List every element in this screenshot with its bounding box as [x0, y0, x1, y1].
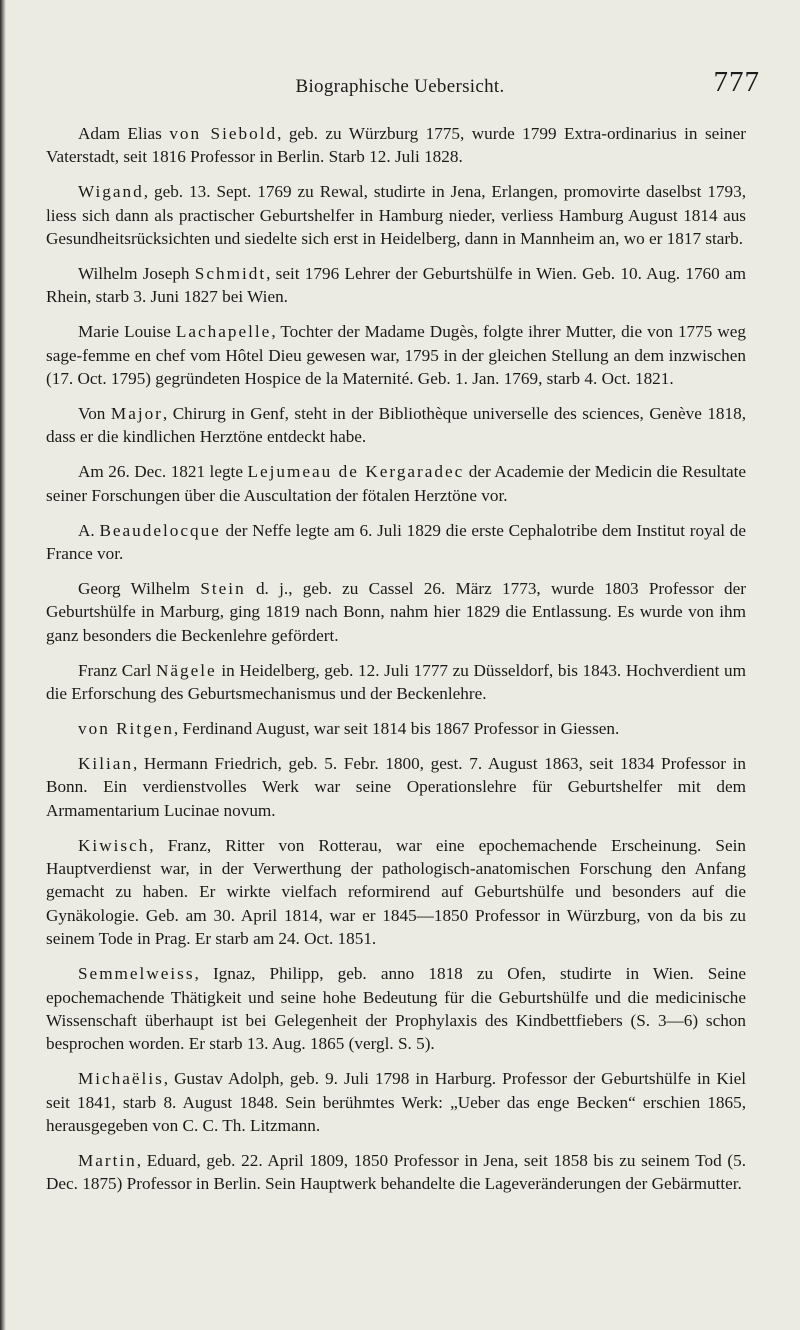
entry-text: d. j., geb. zu Cassel 26. März 1773, wurde 1803 Professor der Geburtshülfe in Marburg, ging 1819 nach Bonn, nahm hier 1829 die Entlassung. Es wurde von ihm ganz besonders die Beckenlehre gefördert. [46, 579, 746, 645]
entry-kilian [46, 752, 746, 822]
entry-wigand [46, 180, 746, 250]
entry-name: Franz Carl [78, 660, 152, 680]
entry-name: Von [78, 404, 106, 424]
entry-name: A. [78, 520, 95, 540]
running-title: Biographische Uebersicht. [295, 76, 505, 97]
entry-text: , Chirurg in Genf, steht in der Bibliothèque universelle des sciences, Genève 1818, dass er die kindlichen Herztöne entdeckt habe. [46, 404, 747, 447]
entry-michaelis [46, 1067, 746, 1137]
entry-surname: Semmelweiss [78, 964, 195, 984]
entry-text: , Gustav Adolph, geb. 9. Juli 1798 in Harburg. Professor der Geburtshülfe in Kiel seit 1841, starb 8. August 1848. Sein berühmtes Werk: „Ueber das enge Becken“ erschien 1865, herausgegeben von C. C. Th. Litzmann. [46, 1069, 746, 1136]
entry-surname: von Ritgen [78, 719, 174, 739]
entry-text: , Franz, Ritter von Rotterau, war eine epochemachende Erscheinung. Sein Hauptverdienst war, in der Verwerthung der pathologisch-anatomischen Forschung den Anfang gemacht zu haben. Er wirkte vielfach reformirend auf Geburtshülfe und besonders auf die Gynäkologie. Geb. am 30. April 1814, war er 1845—1850 Professor in Würzburg, von da bis zu seinem Tode in Prag. Er starb am 24. Oct. 1851. [46, 835, 746, 949]
entry-ritgen [46, 717, 746, 740]
entry-surname: Stein [200, 579, 246, 598]
entry-stein [46, 577, 746, 647]
entry-text: , Ignaz, Philipp, geb. anno 1818 zu Ofen, studirte in Wien. Seine epochemachende Thätigkeit und seine hohe Bedeutung für die Geburtshülfe und die medicinische Wissenschaft überhaupt ist bei Gelegenheit der Prophylaxis des Kindbettfiebers (S. 3—6) schon besprochen worden. Er starb 13. Aug. 1865 (vergl. S. 5). [46, 964, 746, 1054]
entry-text: , Tochter der Madame Dugès, folgte ihrer Mutter, die von 1775 weg sage-femme en chef vom Hôtel Dieu gewesen war, 1795 in der gleichen Stellung an dem inzwischen (17. Oct. 1795) gegründeten Hospice de la Maternité. Geb. 1. Jan. 1769, starb 4. Oct. 1821. [46, 322, 747, 389]
entry-surname: Kilian [78, 753, 133, 773]
entry-lachapelle [46, 320, 746, 390]
entry-surname: Lachapelle [175, 322, 272, 342]
entry-semmelweiss [46, 962, 746, 1056]
entry-surname: von Siebold [169, 124, 278, 143]
page-header [40, 66, 760, 106]
page-number: 777 [713, 66, 760, 98]
entry-text: , seit 1796 Lehrer der Geburtshülfe in Wien. Geb. 10. Aug. 1760 am Rhein, starb 3. Juni 1827 bei Wien. [46, 264, 746, 307]
biography-list [46, 122, 746, 1207]
entry-kergaradec [46, 460, 746, 507]
entry-text: der Neffe legte am 6. Juli 1829 die erste Cephalotribe dem Institut royal de France vor. [46, 520, 747, 564]
entry-naegele [46, 659, 746, 706]
entry-text: , Ferdinand August, war seit 1814 bis 1867 Professor in Giessen. [173, 719, 620, 739]
entry-name: Wilhelm Joseph [78, 264, 190, 284]
entry-surname: Lejumeau de Kergaradec [247, 462, 465, 482]
entry-name: Marie Louise [78, 322, 171, 342]
entry-text: der Academie der Medicin die Resultate seiner Forschungen über die Auscultation der fötalen Herztöne vor. [46, 462, 747, 505]
entry-surname: Michaëlis [78, 1069, 164, 1089]
entry-name: Georg Wilhelm [78, 579, 191, 598]
entry-name: Adam Elias [78, 124, 162, 143]
entry-beaudelocque [46, 519, 746, 566]
entry-surname: Major [110, 404, 163, 424]
entry-text: , Eduard, geb. 22. April 1809, 1850 Professor in Jena, seit 1858 bis zu seinem Tod (5. Dec. 1875) Professor in Berlin. Sein Hauptwerk behandelte die Lageveränderungen der Gebärmutter. [46, 1151, 746, 1194]
entry-major [46, 402, 746, 449]
entry-surname: Martin [78, 1151, 137, 1171]
entry-surname: Kiwisch [78, 835, 150, 855]
entry-text: , geb. 13. Sept. 1769 zu Rewal, studirte in Jena, Erlangen, promovirte daselbst 1793, liess sich dann als practischer Geburtshelfer in Hamburg nieder, verliess Hamburg August 1814 aus Gesundheitsrücksichten und siedelte sich erst in Heidelberg, dann in Mannheim an, wo er 1817 starb. [46, 182, 746, 249]
entry-surname: Wigand [78, 182, 144, 202]
entry-text: , geb. zu Würzburg 1775, wurde 1799 Extra-ordinarius in seiner Vaterstadt, seit 1816 Professor in Berlin. Starb 12. Juli 1828. [46, 124, 746, 167]
entry-surname: Schmidt [194, 264, 267, 284]
entry-text: in Heidelberg, geb. 12. Juli 1777 zu Düsseldorf, bis 1843. Hochverdient um die Erforschung des Geburtsmechanismus und der Beckenlehre. [46, 660, 746, 704]
entry-surname: Beaudelocque [99, 520, 221, 540]
entry-siebold [46, 122, 746, 169]
entry-schmidt [46, 262, 746, 309]
entry-kiwisch [46, 834, 746, 951]
entry-surname: Nägele [156, 660, 217, 680]
entry-name: Am 26. Dec. 1821 legte [78, 462, 243, 482]
entry-text: , Hermann Friedrich, geb. 5. Febr. 1800, gest. 7. August 1863, seit 1834 Professor in Bonn. Ein verdienstvolles Werk war seine Operationslehre für Geburtshelfer mit dem Armamentarium Lucinae novum. [46, 753, 746, 820]
entry-martin [46, 1149, 746, 1196]
page-edge-shadow [0, 0, 6, 1330]
